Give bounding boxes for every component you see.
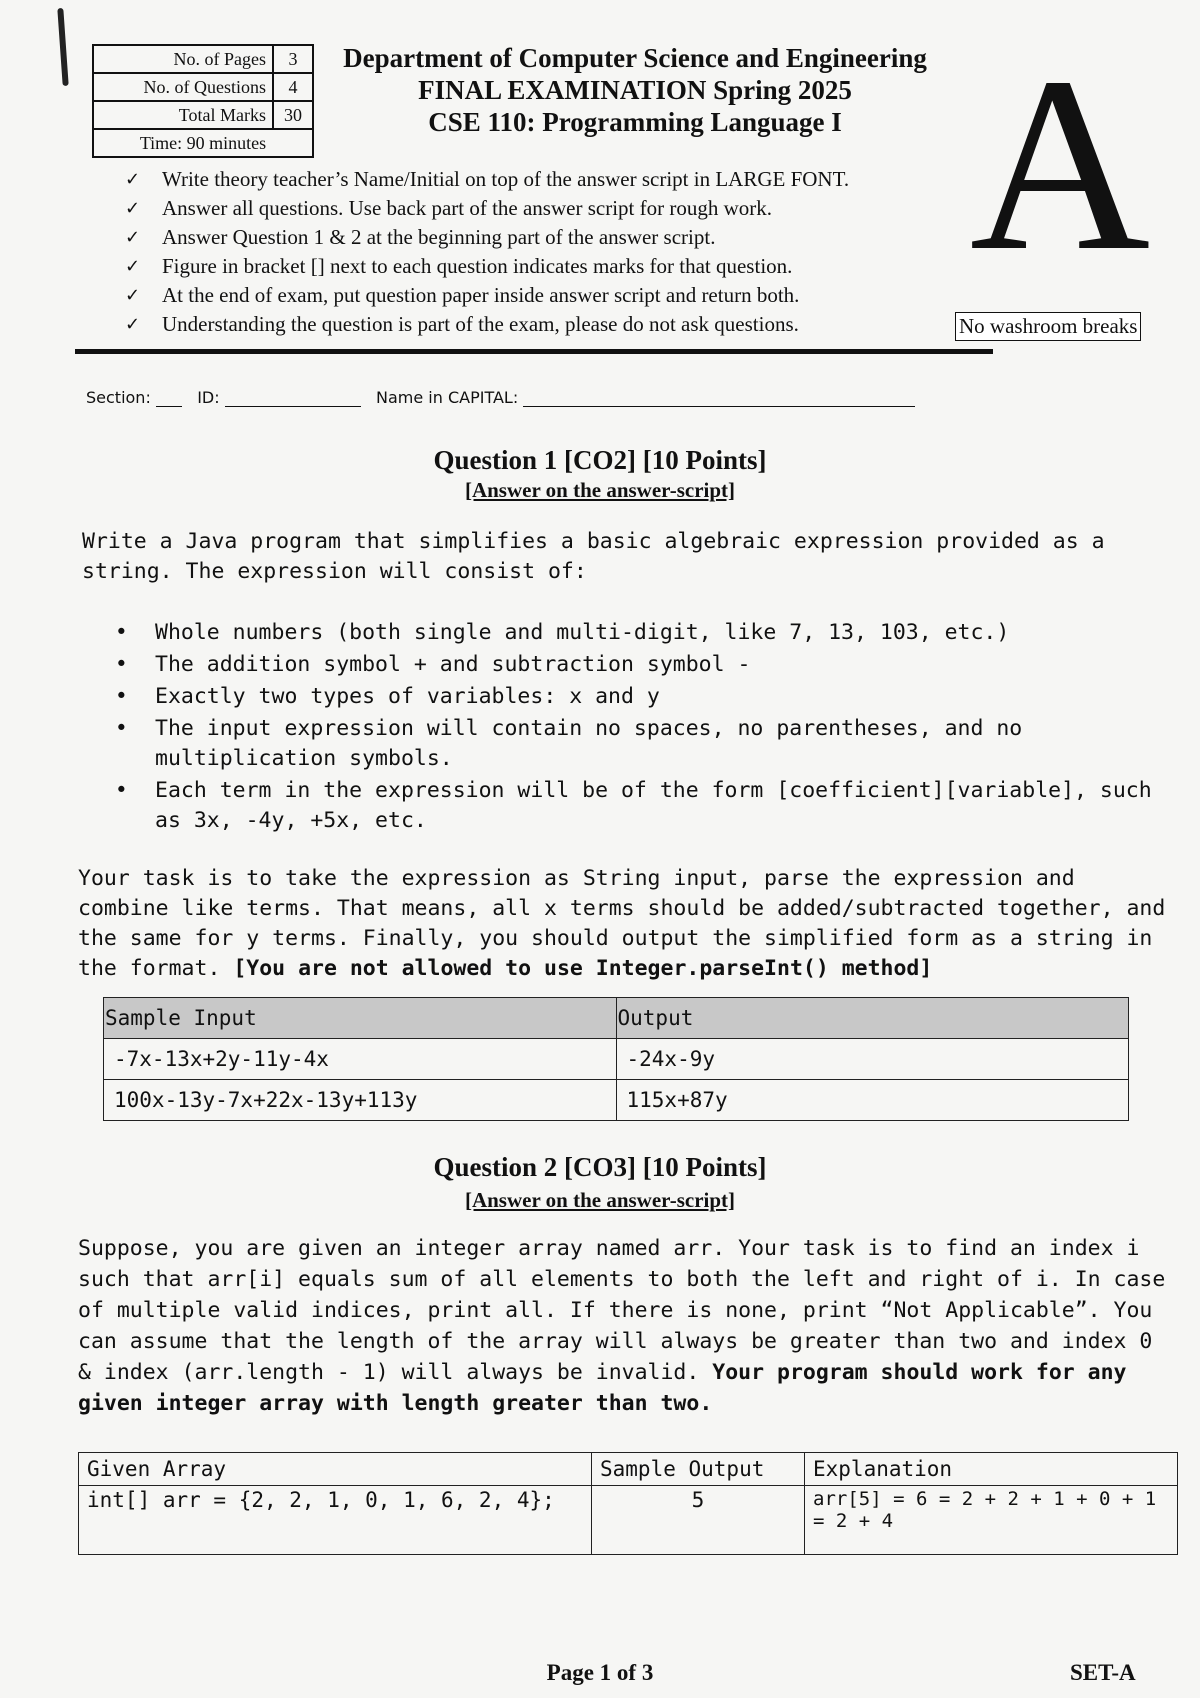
q1-bullets: [115, 618, 1155, 838]
q1-task-text: Your task is to take the expression as String input, parse the expression and combine like terms. That means, all x terms should be added/subtracted together, and the same for y terms. Finally, you should output the simplified form as a string in the format.: [78, 866, 1166, 981]
exam-title: FINAL EXAMINATION Spring 2025: [418, 75, 852, 105]
table-cell: -7x-13x+2y-11y-4x: [104, 1039, 617, 1080]
q2-text: [78, 1233, 1173, 1419]
questions-label: No. of Questions: [93, 73, 273, 101]
list-item: • The input expression will contain no spaces, no parentheses, and no multiplication symbols.: [115, 714, 1155, 774]
id-label: ID:: [197, 388, 220, 407]
table-cell: int[] arr = {2, 2, 1, 0, 1, 6, 2, 4};: [79, 1486, 592, 1555]
q2-emphasis: Your program should work for any given integer array with length greater than two.: [78, 1360, 1127, 1416]
table-cell: arr[5] = 6 = 2 + 2 + 1 + 0 + 1 = 2 + 4: [805, 1486, 1178, 1555]
washroom-note: No washroom breaks: [955, 312, 1141, 341]
instruction-item: [125, 252, 955, 281]
table-header: Sample Output: [592, 1453, 805, 1486]
q1-intro: Write a Java program that simplifies a basic algebraic expression provided as a string. The expression will consist of:: [82, 529, 1105, 584]
check-icon: ✓: [125, 285, 141, 306]
table-cell: 100x-13y-7x+22x-13y+113y: [104, 1080, 617, 1121]
q1-task-restriction: [You are not allowed to use Integer.parseInt() method]: [233, 956, 933, 981]
q1-title: Question 1 [CO2] [10 Points]: [433, 445, 767, 475]
marks-value: 30: [273, 101, 313, 129]
q2-body: Suppose, you are given an integer array named arr. Your task is to find an index i such that arr[i] equals sum of all elements to both the left and right of i. In case of multiple valid indices, print all. If there is none, print “Not Applicable”. You can assume that the length of the array will always be greater than two and index 0 & index (arr.length - 1) will always be invalid.: [78, 1236, 1166, 1385]
instruction-item: [125, 310, 955, 339]
pen-mark: [57, 8, 68, 86]
exam-info-box: [92, 44, 314, 158]
table-row: [104, 1039, 1129, 1080]
pages-label: No. of Pages: [93, 45, 273, 73]
table-header: Explanation: [805, 1453, 1178, 1486]
q1-task: [78, 864, 1168, 984]
pages-value: 3: [273, 45, 313, 73]
instruction-text: Understanding the question is part of the exam, please do not ask questions.: [162, 312, 799, 336]
exam-header: [330, 42, 940, 138]
table-cell: 5: [592, 1486, 805, 1555]
instruction-item: [125, 281, 955, 310]
questions-value: 4: [273, 73, 313, 101]
list-item: • Each term in the expression will be of the form [coefficient][variable], such as 3x, -4y, +5x, etc.: [115, 776, 1155, 836]
check-icon: ✓: [125, 256, 141, 277]
check-icon: ✓: [125, 314, 141, 335]
marks-label: Total Marks: [93, 101, 273, 129]
set-label: SET-A: [1070, 1660, 1136, 1685]
table-row: [104, 1080, 1129, 1121]
list-item: • Exactly two types of variables: x and y: [115, 682, 1155, 712]
section-field[interactable]: [156, 392, 182, 407]
id-field[interactable]: [225, 392, 361, 407]
instruction-text: Answer all questions. Use back part of the answer script for rough work.: [162, 196, 773, 220]
instruction-item: [125, 223, 955, 252]
set-letter: A: [969, 26, 1151, 303]
table-header: Sample Input: [104, 998, 617, 1039]
check-icon: ✓: [125, 169, 141, 190]
q2-title: Question 2 [CO3] [10 Points]: [433, 1152, 767, 1182]
name-field[interactable]: [523, 392, 915, 407]
instruction-text: Figure in bracket [] next to each question indicates marks for that question.: [162, 254, 793, 278]
check-icon: ✓: [125, 198, 141, 219]
q2-subtitle: [Answer on the answer-script]: [464, 1188, 736, 1212]
instruction-item: [125, 165, 955, 194]
table-row: [79, 1486, 1178, 1555]
header-divider: [75, 349, 993, 354]
list-item: • Whole numbers (both single and multi-digit, like 7, 13, 103, etc.): [115, 618, 1155, 648]
section-label: Section:: [86, 388, 151, 407]
table-cell: -24x-9y: [616, 1039, 1129, 1080]
instruction-item: [125, 194, 955, 223]
q1-subtitle: [Answer on the answer-script]: [464, 478, 736, 502]
list-item: • The addition symbol + and subtraction symbol -: [115, 650, 1155, 680]
name-label: Name in CAPITAL:: [376, 388, 519, 407]
table-header: Given Array: [79, 1453, 592, 1486]
page-number: Page 1 of 3: [546, 1660, 654, 1685]
student-fields: [86, 388, 986, 407]
table-cell: 115x+87y: [616, 1080, 1129, 1121]
instructions-list: [125, 165, 955, 339]
instruction-text: Write theory teacher’s Name/Initial on top of the answer script in LARGE FONT.: [162, 167, 850, 191]
q1-sample-table: [103, 997, 1129, 1121]
instruction-text: Answer Question 1 & 2 at the beginning part of the answer script.: [162, 225, 716, 249]
department-title: Department of Computer Science and Engineering: [343, 43, 927, 73]
course-title: CSE 110: Programming Language I: [428, 107, 842, 137]
check-icon: ✓: [125, 227, 141, 248]
table-header: Output: [616, 998, 1129, 1039]
instruction-text: At the end of exam, put question paper inside answer script and return both.: [162, 283, 800, 307]
q2-sample-table: [78, 1452, 1178, 1555]
time-label: Time: 90 minutes: [93, 129, 313, 157]
